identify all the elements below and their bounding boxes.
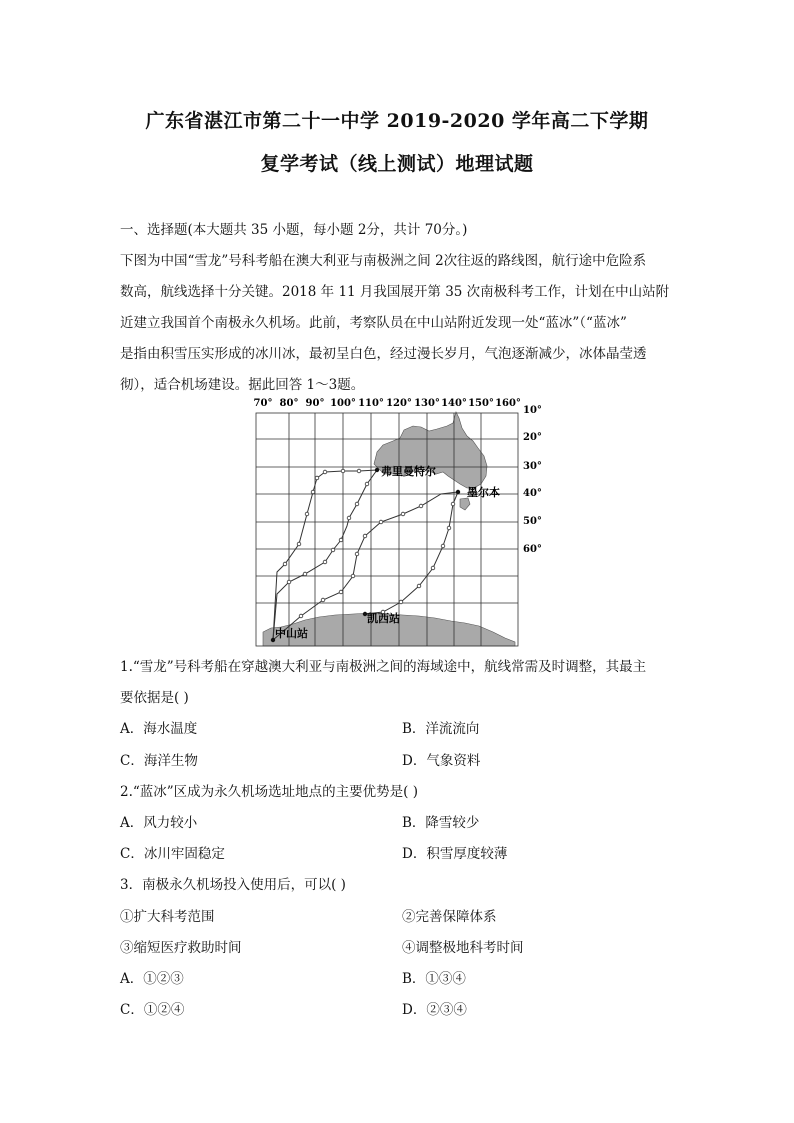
question-stem: 要依据是( ) [120,690,189,706]
option-b: B．降雪较少 [402,815,480,831]
lat-label: 40° [523,488,542,499]
lat-label: 50° [523,516,542,527]
lat-label: 10° [523,405,542,416]
place-label-melbourne: 墨尔本 [467,486,500,499]
intro-line: 下图为中国“雪龙”号科考船在澳大利亚与南极洲之间 2次往返的路线图，航行途中危险系 [120,253,647,269]
place-label-casey: 凯西站 [367,612,400,625]
intro-line: 近建立我国首个南极永久机场。此前，考察队员在中山站附近发现一处“蓝冰”（“蓝冰” [120,315,627,331]
option-a: A．海水温度 [120,721,198,737]
lon-label: 120° [386,398,412,409]
lon-label: 130° [414,398,440,409]
melbourne-marker [456,490,460,494]
statement-item: ④调整极地科考时间 [402,940,524,956]
option-a: A．①②③ [120,971,184,987]
document-title-line2: 复学考试（线上测试）地理试题 [260,153,534,175]
lat-label: 60° [523,544,542,555]
route-map [253,396,543,648]
tasmania-landmass [460,498,470,510]
lon-label: 80° [279,398,299,409]
lon-label: 160° [495,398,521,409]
lat-label: 20° [523,432,542,443]
option-c: C．冰川牢固稳定 [120,846,225,862]
intro-line: 数高，航线选择十分关键。2018 年 11 月我国展开第 35 次南极科考工作，计划在中山站附 [120,284,670,300]
option-d: D．气象资料 [402,753,481,769]
fremantle-marker [375,468,379,472]
option-a: A．风力较小 [120,815,198,831]
lon-label: 140° [441,398,467,409]
option-b: B．①③④ [402,971,466,987]
place-label-fremantle: 弗里曼特尔 [381,465,436,478]
option-c: C．①②④ [120,1002,185,1018]
lon-label: 90° [305,398,325,409]
lat-label: 30° [523,461,542,472]
place-label-zhongshan: 中山站 [275,627,308,640]
option-d: D．积雪厚度较薄 [402,846,508,862]
option-d: D．②③④ [402,1002,467,1018]
intro-line: 是指由积雪压实形成的冰川冰，最初呈白色，经过漫长岁月，气泡逐渐减少，冰体晶莹透 [120,346,647,362]
option-c: C．海洋生物 [120,753,198,769]
question-stem: 1.“雪龙”号科考船在穿越澳大利亚与南极洲之间的海域途中，航线常需及时调整，其最主 [120,659,647,675]
question-stem: 3．南极永久机场投入使用后，可以( ) [120,877,346,893]
lon-label: 70° [253,398,273,409]
option-b: B．洋流流向 [402,721,480,737]
intro-line: 彻），适合机场建设。据此回答 1～3题。 [120,377,365,393]
lon-label: 150° [468,398,494,409]
lon-label: 100° [330,398,356,409]
route-waypoints [283,469,455,618]
statement-item: ②完善保障体系 [402,909,497,925]
lon-label: 110° [358,398,384,409]
question-stem: 2.“蓝冰”区成为永久机场选址地点的主要优势是( ) [120,784,419,800]
section-heading: 一、选择题(本大题共 35 小题，每小题 2分，共计 70分。) [120,222,468,238]
document-title-line1: 广东省湛江市第二十一中学 2019-2020 学年高二下学期 [145,110,649,132]
statement-item: ①扩大科考范围 [120,909,215,925]
statement-item: ③缩短医疗救助时间 [120,940,242,956]
